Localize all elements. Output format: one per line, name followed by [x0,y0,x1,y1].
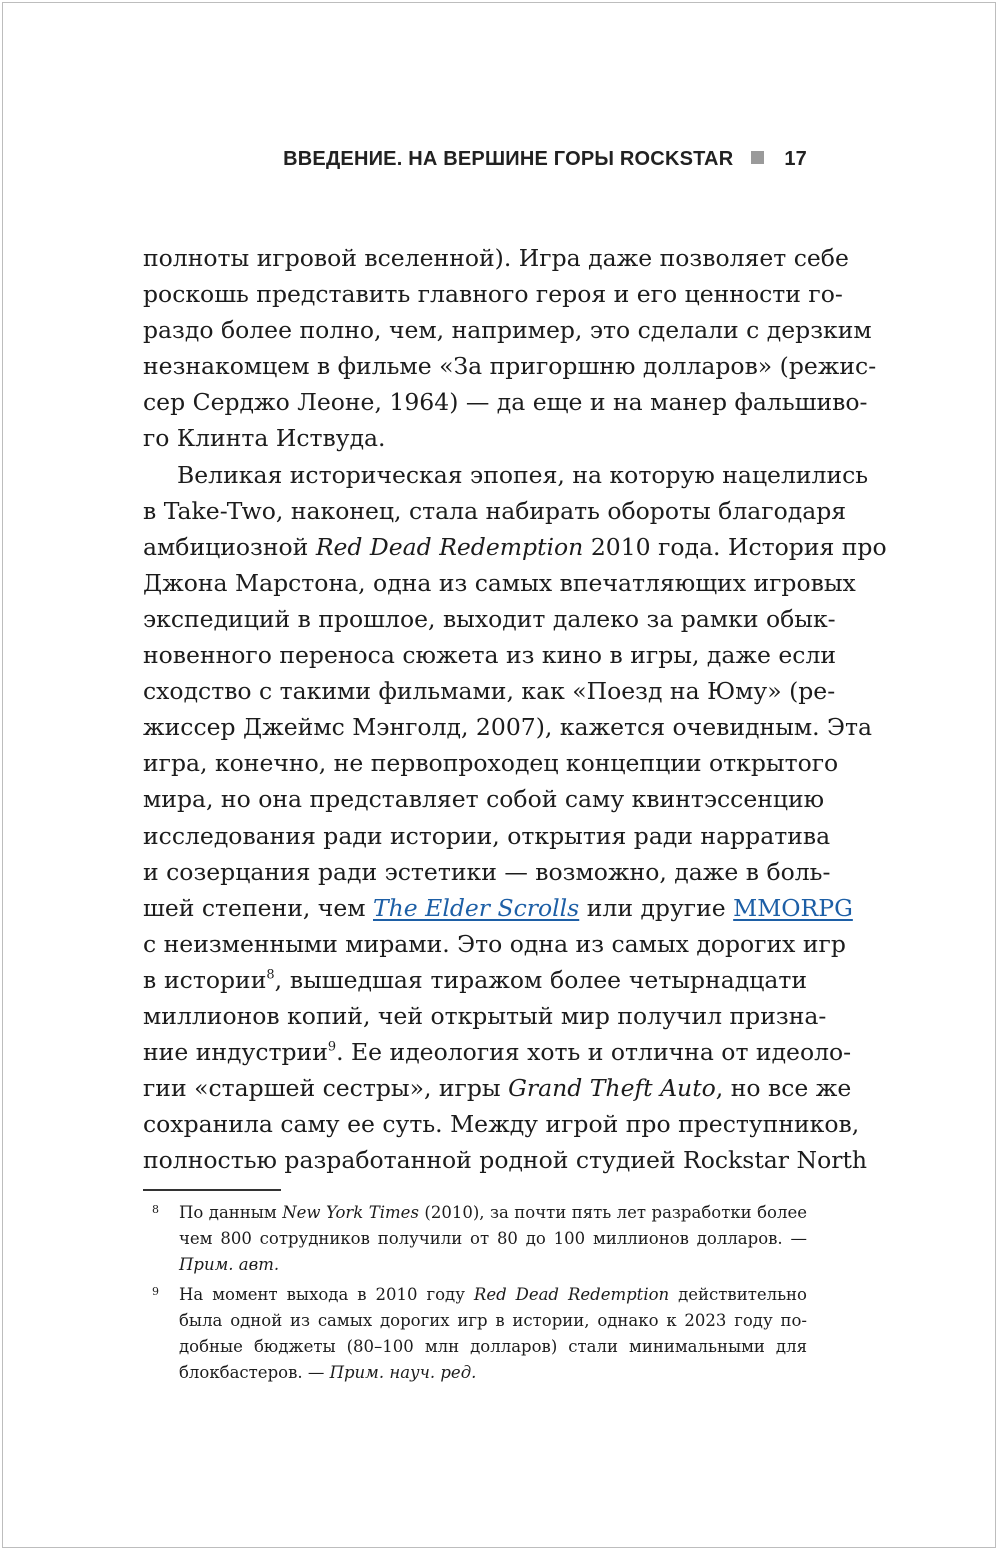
elder-scrolls-link[interactable]: The Elder Scrolls [373,893,580,922]
text-line: игра, конечно, не первопроходец концепции открытого [143,749,839,778]
footnote-number: 8 [152,1203,159,1216]
footnote-ref-9[interactable]: 9 [327,1039,337,1055]
text-line: мира, но она представляет собой саму квинтэссенцию [143,785,825,814]
text-line: Джона Марстона, одна из самых впечатляющих игровых [143,568,856,597]
text-line: и созерцания ради эстетики — возможно, даже в боль- [143,857,831,886]
text-line: гии «старшей сестры», игры Grand Theft Auto, но все же [143,1074,852,1103]
footnote-line: Прим. авт. [179,1255,280,1274]
text-line: незнакомцем в фильме «За пригоршню долларов» (режис- [143,352,877,381]
mmorpg-link[interactable]: MMORPG [733,893,853,922]
text-line: жиссер Джеймс Мэнголд, 2007), кажется очевидным. Эта [143,713,873,742]
text-line: го Клинта Иствуда. [143,424,386,453]
footnote-line: По данным New York Times (2010), за почти пять лет разработки более [179,1203,807,1222]
footnote-line: добные бюджеты (80–100 млн долларов) стали минимальными для [179,1337,807,1356]
text-line: новенного переноса сюжета из кино в игры, даже если [143,641,837,670]
text-line: раздо более полно, чем, например, это сделали с дерзким [143,316,872,345]
text-line: в истории$^8$, вышедшая тиражом более четырнадцати [143,965,807,994]
text-line: сходство с такими фильмами, как «Поезд на Юму» (ре- [143,677,836,706]
text-line: экспедиций в прошлое, выходит далеко за рамки обык- [143,604,836,633]
text-line: ние индустрии$^9$. Ее идеология хоть и отлична от идеоло- [143,1038,852,1067]
text-line: полностью разработанной родной студией Rockstar North [143,1146,868,1175]
text-line: шей степени, чем The Elder Scrolls или другие MMORPG [143,893,853,922]
text-line: полноты игровой вселенной). Игра даже позволяет себе [143,244,849,272]
footnote-9 [143,1282,807,1386]
footnote-line: была одной из самых дорогих игр в истории, однако к 2023 году по- [179,1311,807,1330]
footnote-line: На момент выхода в 2010 году Red Dead Redemption действительно [179,1285,807,1304]
footnote-line: блокбастеров. — Прим. науч. ред. [179,1363,477,1382]
game-title: Grand Theft Auto [508,1074,716,1103]
text-line: исследования ради истории, открытия ради нарратива [143,821,831,850]
main-text [143,240,887,1178]
text-line: в Take-Two, наконец, стала набирать обороты благодаря [143,496,847,525]
text-line: роскошь представить главного героя и его ценности го- [143,280,843,309]
footnotes [143,1200,807,1390]
text-line: сер Серджо Леоне, 1964) — да еще и на манер фальшиво- [143,388,868,417]
separator-square-icon [751,151,764,164]
running-head [143,148,807,171]
page-number: 17 [784,148,807,170]
book-page [2,2,996,1548]
game-title: Red Dead Redemption [315,532,584,561]
text-line: Великая историческая эпопея, на которую нацелились [177,460,869,489]
text-line: миллионов копий, чей открытый мир получил призна- [143,1001,827,1030]
text-line: амбициозной Red Dead Redemption 2010 года. История про [143,532,887,561]
footnote-8 [143,1200,807,1278]
footnote-line: чем 800 сотрудников получили от 80 до 100 миллионов долларов. — [179,1229,807,1248]
footnote-ref-8[interactable]: 8 [266,967,275,983]
footnote-divider [143,1189,281,1191]
text-line: сохранила саму ее суть. Между игрой про преступников, [143,1110,860,1139]
chapter-title: ВВЕДЕНИЕ. НА ВЕРШИНЕ ГОРЫ ROCKSTAR [283,148,734,170]
footnote-number: 9 [152,1285,159,1298]
text-line: с неизменными мирами. Это одна из самых дорогих игр [143,929,846,958]
